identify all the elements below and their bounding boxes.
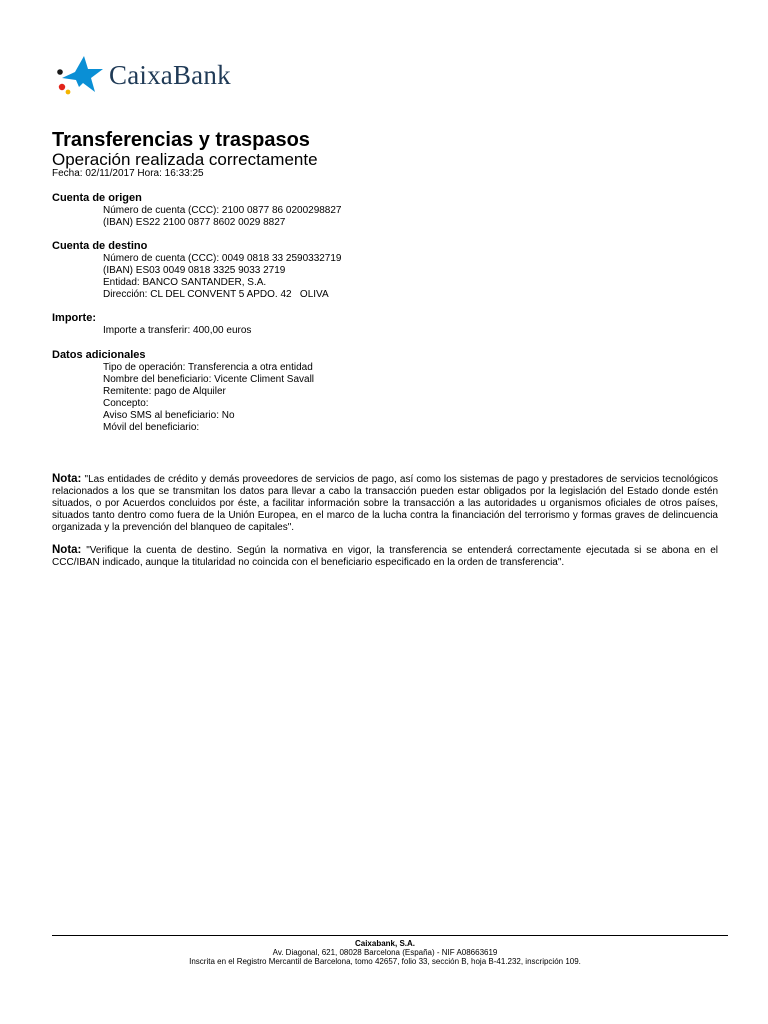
remitente: Remitente: pago de Alquiler — [103, 386, 226, 397]
nota-verificacion — [52, 544, 718, 569]
section-cuenta-destino — [52, 240, 732, 301]
page-title: Transferencias y traspasos — [52, 129, 310, 151]
page-subtitle: Operación realizada correctamente — [52, 150, 318, 169]
destino-direccion: Dirección: CL DEL CONVENT 5 APDO. 42 OLIVA — [103, 289, 329, 300]
logo-text: CaixaBank — [109, 59, 231, 90]
concepto: Concepto: — [103, 398, 149, 409]
footer-registry: Inscrita en el Registro Mercantil de Barcelona, tomo 42657, folio 33, sección B, hoja B-41.232, inscripción 109. — [189, 957, 581, 966]
section-heading: Cuenta de origen — [52, 192, 142, 204]
destino-entidad: Entidad: BANCO SANTANDER, S.A. — [103, 277, 267, 288]
footer-divider — [52, 935, 728, 936]
origen-ccc: Número de cuenta (CCC): 2100 0877 86 0200298827 — [103, 205, 342, 216]
footer-address: Av. Diagonal, 621, 08028 Barcelona (España) - NIF A08663619 — [272, 948, 498, 957]
nombre-beneficiario: Nombre del beneficiario: Vicente Climent Savall — [103, 374, 315, 385]
section-cuenta-origen — [52, 192, 732, 229]
nota-text: "Las entidades de crédito y demás proveedores de servicios de pago, así como los sistemas de pago y prestadores de servicios tecnológicos relacionados a los que se transmitan los datos para llevar a cabo la transacción pueden estar obligados por la legislación del Estado donde estén situados, o por Acuerdos concluidos por éste, a facilitar información sobre la transacción a las autoridades u organismos oficiales de otros países, situados tanto dentro como fuera de la Unión Europea, en el marco de la lucha contra la financiación del terrorismo y formas graves de delincuencia organizada y la prevención del blanqueo de capitales". — [52, 474, 718, 533]
nota-label: Nota: — [52, 544, 82, 556]
section-heading: Cuenta de destino — [52, 240, 148, 252]
section-heading: Datos adicionales — [52, 349, 146, 361]
tipo-operacion: Tipo de operación: Transferencia a otra entidad — [103, 362, 313, 373]
caixabank-star-icon — [54, 54, 104, 96]
section-datos-adicionales — [52, 349, 732, 434]
origen-iban: (IBAN) ES22 2100 0877 8602 0029 8827 — [103, 217, 286, 228]
section-importe — [52, 312, 732, 337]
footer-company: Caixabank, S.A. — [354, 939, 416, 948]
aviso-sms: Aviso SMS al beneficiario: No — [103, 410, 235, 421]
importe-value: Importe a transferir: 400,00 euros — [103, 325, 252, 336]
destino-iban: (IBAN) ES03 0049 0818 3325 9033 2719 — [103, 265, 286, 276]
destino-ccc: Número de cuenta (CCC): 0049 0818 33 2590332719 — [103, 253, 342, 264]
nota-text: "Verifique la cuenta de destino. Según la normativa en vigor, la transferencia se entenderá correctamente ejecutada si se abona en el CCC/IBAN indicado, aunque la titularidad no coincida con el beneficiario especificado en la orden de transferencia". — [52, 545, 718, 568]
caixabank-logo — [54, 54, 231, 96]
operation-datetime: Fecha: 02/11/2017 Hora: 16:33:25 — [52, 168, 204, 179]
nota-legal — [52, 473, 718, 534]
section-heading: Importe: — [52, 312, 96, 324]
movil-beneficiario: Móvil del beneficiario: — [103, 422, 200, 433]
footer — [52, 939, 718, 966]
nota-label: Nota: — [52, 473, 82, 485]
